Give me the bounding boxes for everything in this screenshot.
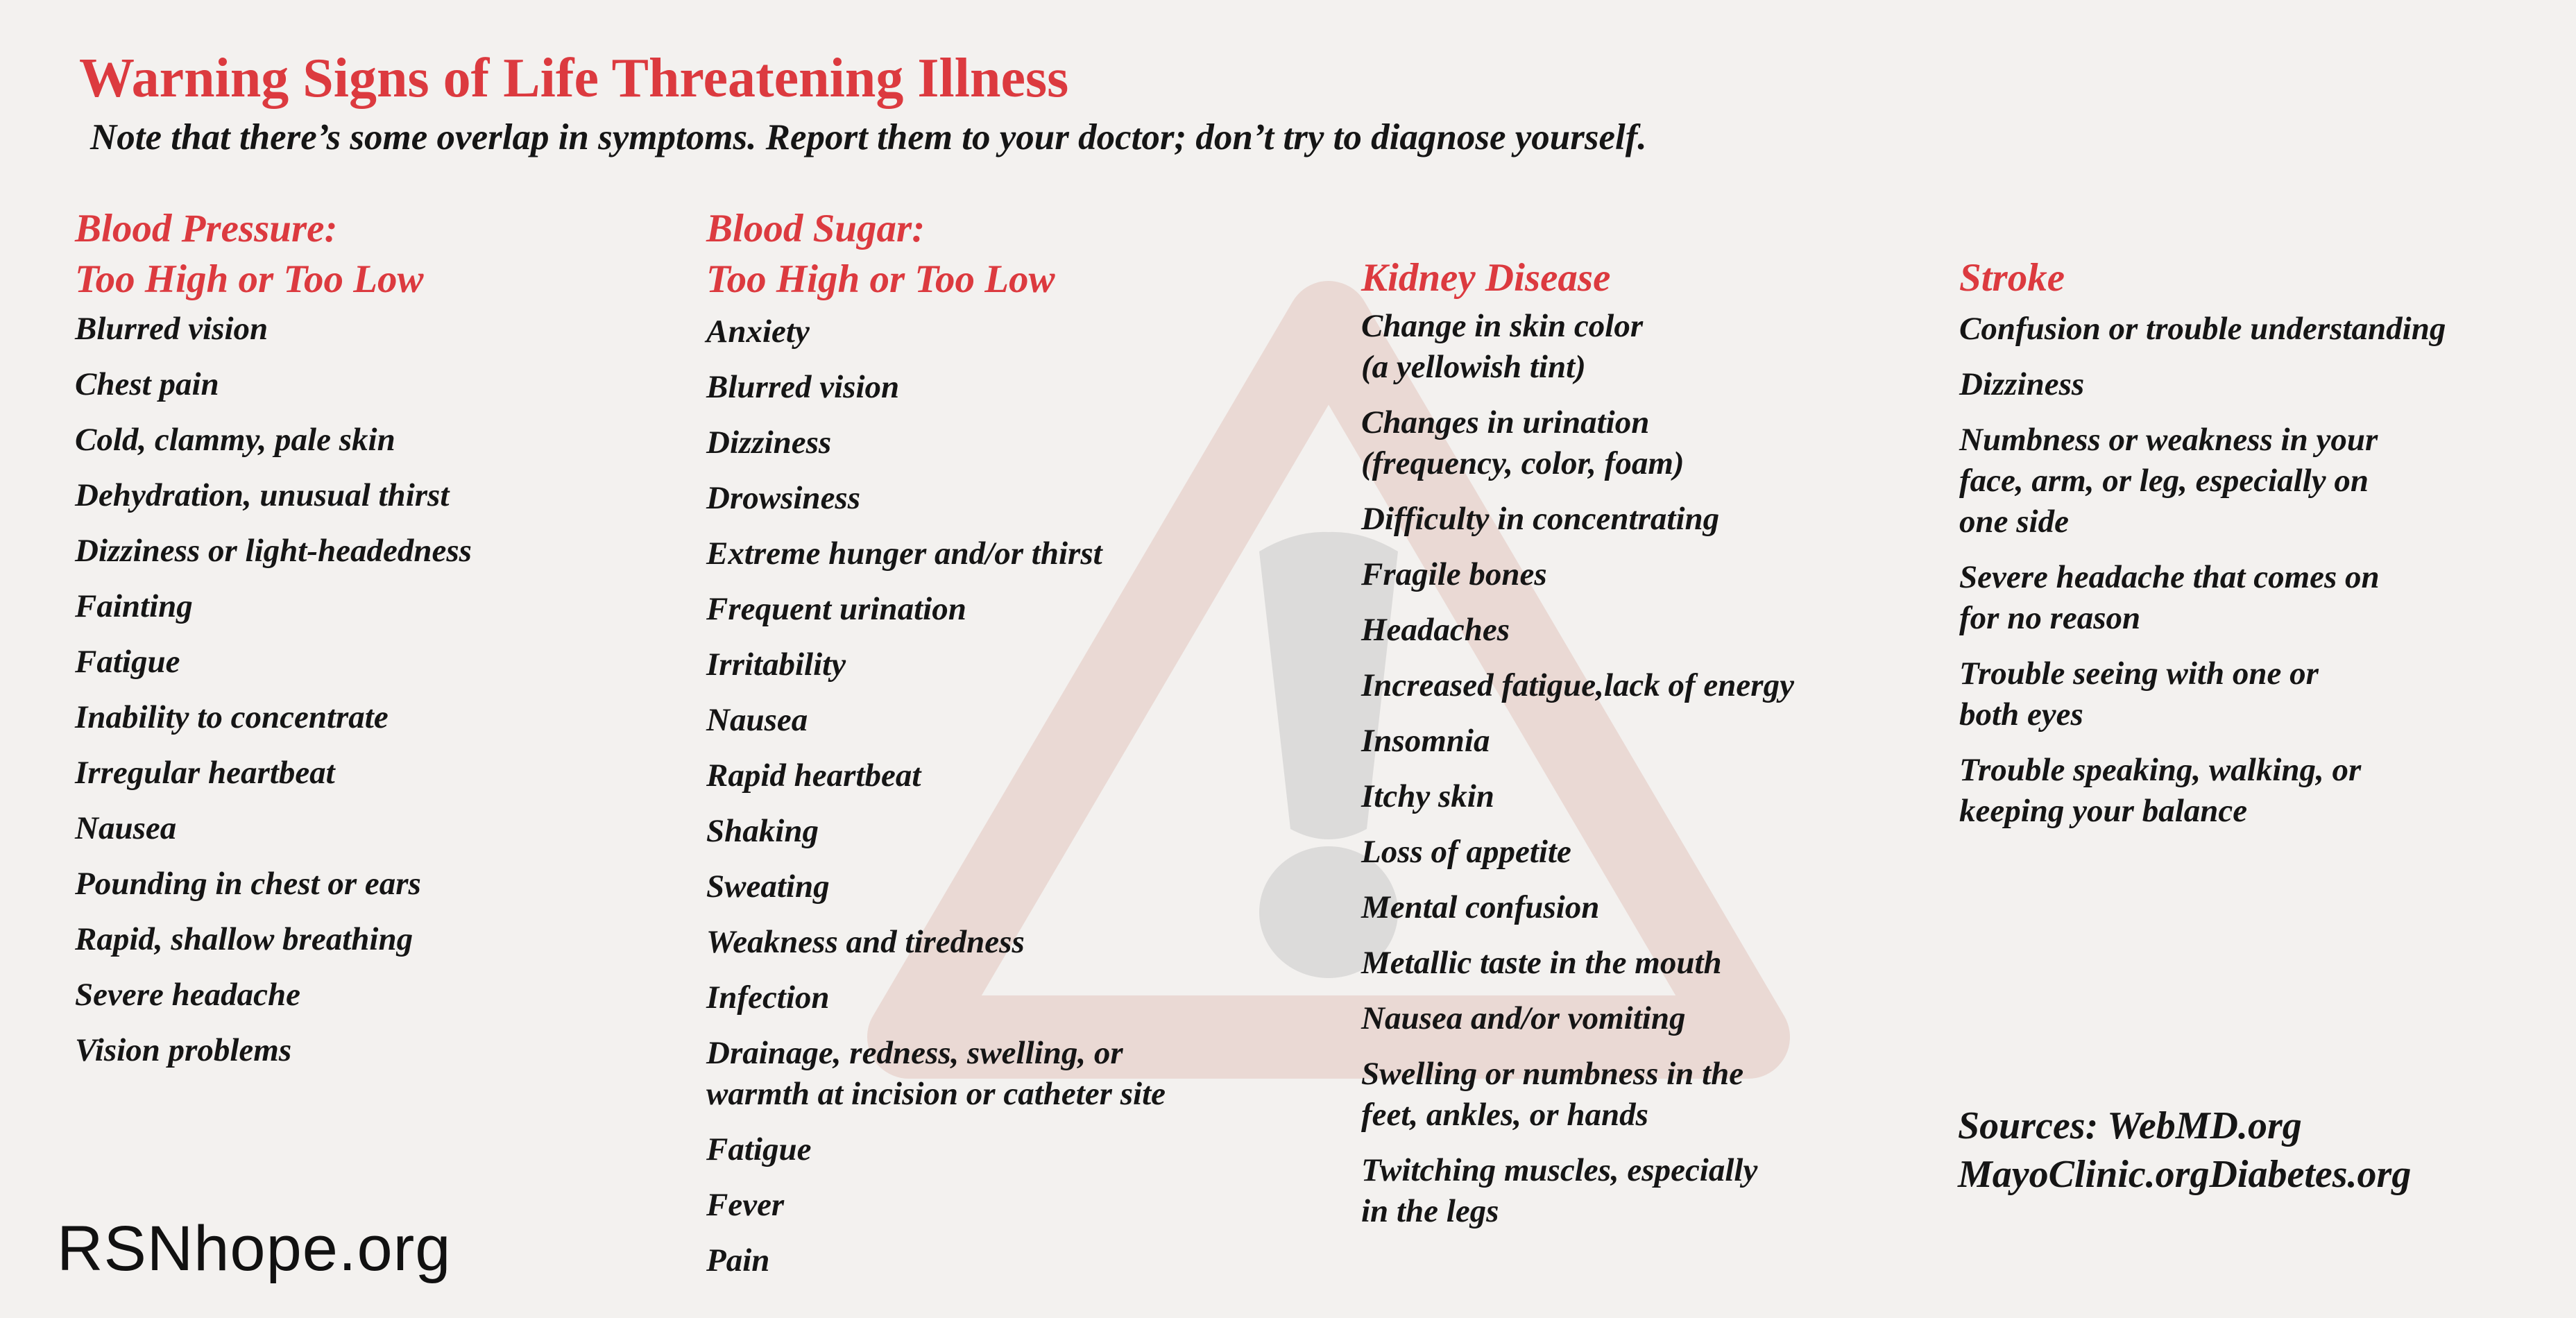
symptom-item: Pounding in chest or ears xyxy=(75,866,421,902)
symptom-item: Shaking xyxy=(706,813,819,849)
symptom-item: Twitching muscles, especially in the legs xyxy=(1361,1152,1758,1229)
symptom-item: Headaches xyxy=(1361,612,1510,648)
symptom-item: Nausea xyxy=(75,810,177,846)
symptom-item: Change in skin color (a yellowish tint) xyxy=(1361,308,1644,385)
symptom-item: Swelling or numbness in the feet, ankles, or hands xyxy=(1361,1056,1744,1133)
symptom-item: Severe headache that comes on for no reason xyxy=(1959,559,2380,636)
sources-note xyxy=(1958,1102,2411,1199)
page-subtitle: Note that there’s some overlap in symptoms. Report them to your doctor; don’t try to diagnose yourself. xyxy=(90,117,1647,157)
symptom-item: Anxiety xyxy=(706,314,810,350)
blood-pressure-heading-line1: Blood Pressure: xyxy=(75,207,338,250)
symptom-item: Dehydration, unusual thirst xyxy=(75,477,450,513)
symptom-item: Rapid, shallow breathing xyxy=(75,921,413,957)
symptom-item: Trouble speaking, walking, or keeping your balance xyxy=(1959,752,2362,829)
symptom-item: Fragile bones xyxy=(1361,556,1547,592)
sources-line2: MayoClinic.orgDiabetes.org xyxy=(1958,1153,2412,1196)
blood-sugar-heading-line2: Too High or Too Low xyxy=(706,257,1055,301)
symptom-item: Dizziness or light-headedness xyxy=(75,533,472,569)
symptom-item: Numbness or weakness in your face, arm, or leg, especially on one side xyxy=(1959,422,2378,540)
symptom-item: Loss of appetite xyxy=(1361,834,1571,870)
symptom-item: Irregular heartbeat xyxy=(75,755,335,791)
page-title: Warning Signs of Life Threatening Illness xyxy=(79,48,1069,109)
symptom-item: Dizziness xyxy=(1959,366,2085,402)
symptom-item: Trouble seeing with one or both eyes xyxy=(1959,656,2319,733)
symptom-item: Confusion or trouble understanding xyxy=(1959,311,2446,347)
symptom-item: Dizziness xyxy=(706,425,832,461)
symptom-item: Severe headache xyxy=(75,977,300,1013)
symptom-item: Frequent urination xyxy=(706,591,966,627)
stroke-heading: Stroke xyxy=(1959,256,2065,300)
sources-line1: Sources: WebMD.org xyxy=(1958,1104,2302,1147)
symptom-item: Drowsiness xyxy=(706,480,861,516)
symptom-item: Inability to concentrate xyxy=(75,699,389,735)
symptom-item: Blurred vision xyxy=(75,311,268,347)
symptom-item: Nausea and/or vomiting xyxy=(1361,1000,1686,1036)
symptom-item: Difficulty in concentrating xyxy=(1361,501,1720,537)
stroke-column xyxy=(1959,253,2556,846)
symptom-item: Irritability xyxy=(706,647,846,683)
kidney-disease-symptom-list xyxy=(1361,306,1937,1232)
symptom-item: Fatigue xyxy=(706,1131,812,1167)
symptom-item: Metallic taste in the mouth xyxy=(1361,945,1722,981)
symptom-item: Chest pain xyxy=(75,366,219,402)
symptom-item: Fever xyxy=(706,1187,785,1223)
blood-pressure-symptom-list xyxy=(75,309,644,1071)
symptom-item: Extreme hunger and/or thirst xyxy=(706,536,1102,572)
symptom-item: Changes in urination (frequency, color, foam) xyxy=(1361,404,1684,481)
blood-sugar-heading-line1: Blood Sugar: xyxy=(706,207,926,250)
blood-pressure-column xyxy=(75,203,644,1086)
symptom-item: Blurred vision xyxy=(706,369,900,405)
blood-pressure-heading-line2: Too High or Too Low xyxy=(75,257,424,301)
stroke-symptom-list xyxy=(1959,309,2556,832)
symptom-item: Vision problems xyxy=(75,1032,292,1068)
symptom-item: Increased fatigue,lack of energy xyxy=(1361,667,1794,703)
symptom-item: Weakness and tiredness xyxy=(706,924,1025,960)
blood-sugar-column xyxy=(706,203,1331,1296)
symptom-item: Drainage, redness, swelling, or warmth at incision or catheter site xyxy=(706,1035,1166,1112)
symptom-item: Pain xyxy=(706,1242,770,1278)
symptom-item: Nausea xyxy=(706,702,808,738)
site-logo: RSNhope.org xyxy=(57,1213,452,1284)
symptom-item: Fainting xyxy=(75,588,193,624)
symptom-item: Insomnia xyxy=(1361,723,1490,759)
blood-sugar-symptom-list xyxy=(706,311,1331,1281)
kidney-disease-heading: Kidney Disease xyxy=(1361,256,1611,300)
kidney-disease-column xyxy=(1361,253,1937,1247)
symptom-item: Infection xyxy=(706,979,830,1016)
symptom-item: Mental confusion xyxy=(1361,889,1600,925)
symptom-item: Cold, clammy, pale skin xyxy=(75,422,395,458)
symptom-item: Rapid heartbeat xyxy=(706,758,921,794)
symptom-item: Sweating xyxy=(706,868,830,905)
symptom-item: Fatigue xyxy=(75,644,180,680)
symptom-item: Itchy skin xyxy=(1361,778,1494,814)
